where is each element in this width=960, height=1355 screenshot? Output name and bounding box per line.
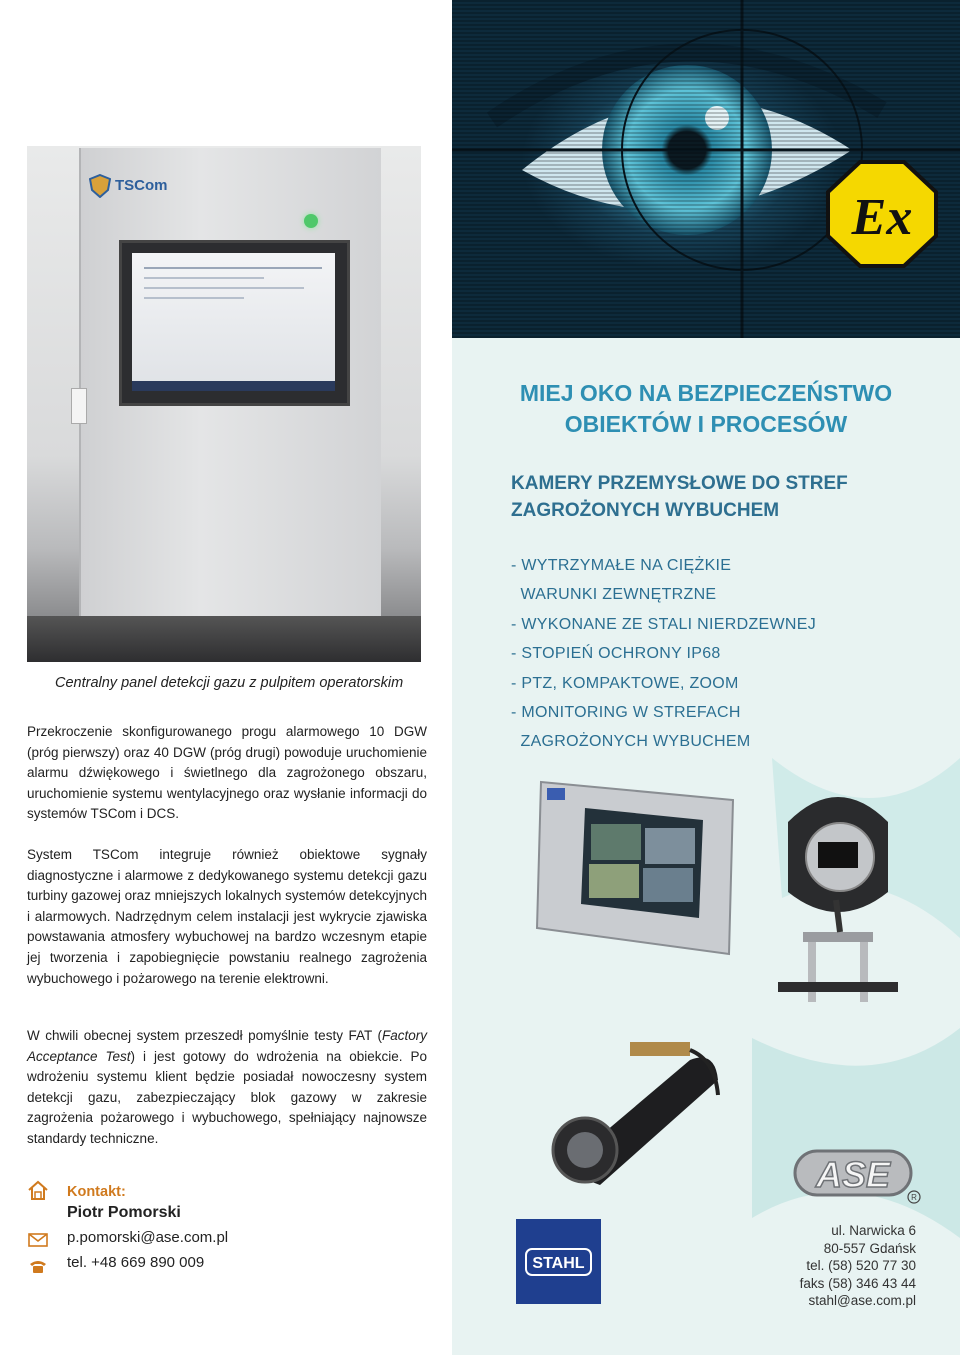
floor xyxy=(27,616,421,662)
contact-phone: tel. +48 669 890 009 xyxy=(67,1254,205,1271)
status-led xyxy=(304,214,318,228)
subhead-line-1: KAMERY PRZEMYSŁOWE DO STREF xyxy=(511,473,848,494)
headline-line-1: MIEJ OKO NA BEZPIECZEŃSTWO xyxy=(519,380,893,406)
cabinet xyxy=(79,148,381,618)
p3-italic: Factory Acceptance Test xyxy=(27,1028,427,1064)
home-icon xyxy=(27,1180,49,1200)
subheading xyxy=(511,470,931,524)
feature-item: - MONITORING W STREFACH xyxy=(511,704,741,722)
feature-list xyxy=(511,551,931,757)
feature-item: - WYKONANE ZE STALI NIERDZEWNEJ xyxy=(511,615,817,633)
feature-item: ZAGROŻONYCH WYBUCHEM xyxy=(511,733,751,751)
svg-text:R: R xyxy=(911,1193,917,1202)
tube-camera-image xyxy=(540,1020,720,1185)
address-block xyxy=(760,1222,916,1310)
address-city: 80-557 Gdańsk xyxy=(823,1240,916,1256)
control-cabinet-photo xyxy=(27,146,421,662)
cabinet-handle xyxy=(71,388,87,424)
p3-before: W chwili obecnej system przeszedł pomyślnie testy FAT ( xyxy=(27,1028,382,1043)
ex-logo-text: Ex xyxy=(851,189,913,246)
address-street: ul. Narwicka 6 xyxy=(831,1223,916,1238)
subhead-line-2: ZAGROŻONYCH WYBUCHEM xyxy=(511,500,780,521)
tscom-logo-text: TSCom xyxy=(115,177,168,194)
stahl-logo xyxy=(516,1219,601,1304)
monitor-screen xyxy=(132,253,335,391)
operator-monitor xyxy=(119,240,350,406)
envelope-icon xyxy=(28,1233,48,1247)
p3-after: ) i jest gotowy do wdrożenia na obiekcie. Po wdrożeniu systemu klient będzie posiadał nowoczesny system detekcji gazu, zabezpieczający blok gazowy w zakresie zagrożenia pożarowego i wybuchowego, spełniający najnowsze standardy techniczne. xyxy=(27,1048,427,1146)
eye-hero-image xyxy=(452,0,960,338)
stahl-logo-text: STAHL xyxy=(532,1255,585,1272)
paragraph-3 xyxy=(27,1026,427,1150)
ex-hazard-logo xyxy=(824,158,940,270)
tscom-shield-icon xyxy=(89,174,111,198)
feature-item: WARUNKI ZEWNĘTRZNE xyxy=(511,586,717,604)
ase-logo-text: ASE xyxy=(815,1154,891,1195)
dome-camera-image xyxy=(748,782,928,1022)
address-fax: faks (58) 346 43 44 xyxy=(799,1275,916,1291)
paragraph-1: Przekroczenie skonfigurowanego progu alarmowego 10 DGW (próg pierwszy) oraz 40 DGW (próg drugi) powoduje uruchomienie alarmu dźwiękowego i świetlnego dla zagrożonego obszaru, uruchomienie systemu wentylacyjnego oraz wysłanie informacji do systemów TSCom i DCS. xyxy=(27,724,427,822)
touch-panel-monitor-image xyxy=(533,778,743,958)
feature-item: - PTZ, KOMPAKTOWE, ZOOM xyxy=(511,674,739,692)
photo-caption: Centralny panel detekcji gazu z pulpitem operatorskim xyxy=(55,675,404,691)
headline xyxy=(452,378,960,440)
taskbar xyxy=(132,381,335,391)
contact-label: Kontakt: xyxy=(67,1184,126,1200)
address-email[interactable]: stahl@ase.com.pl xyxy=(808,1293,916,1309)
telephone-icon xyxy=(28,1258,48,1274)
contact-name: Piotr Pomorski xyxy=(67,1204,181,1221)
feature-item: - WYTRZYMAŁE NA CIĘŻKIE xyxy=(511,557,732,574)
ase-logo xyxy=(793,1145,923,1205)
paragraph-2: System TSCom integruje również obiektowe sygnały diagnostyczne i alarmowe z dedykowanego systemu detekcji gazu turbiny gazowej oraz mniejszych lokalnych systemów detekcyjnych i alarmowych. Nadrzędnym celem instalacji jest wykrycie zjawiska powstawania atmosfery wybuchowej na bardzo wczesnym etapie jej tworzenia i zapobiegnięcie powstaniu realnego zagrożenia wybuchowego i pożarowego na terenie elektrowni. xyxy=(27,847,427,986)
headline-line-2: OBIEKTÓW I PROCESÓW xyxy=(564,411,848,437)
address-tel: tel. (58) 520 77 30 xyxy=(806,1258,916,1274)
feature-item: - STOPIEŃ OCHRONY IP68 xyxy=(511,645,721,663)
contact-email[interactable]: p.pomorski@ase.com.pl xyxy=(67,1229,229,1246)
